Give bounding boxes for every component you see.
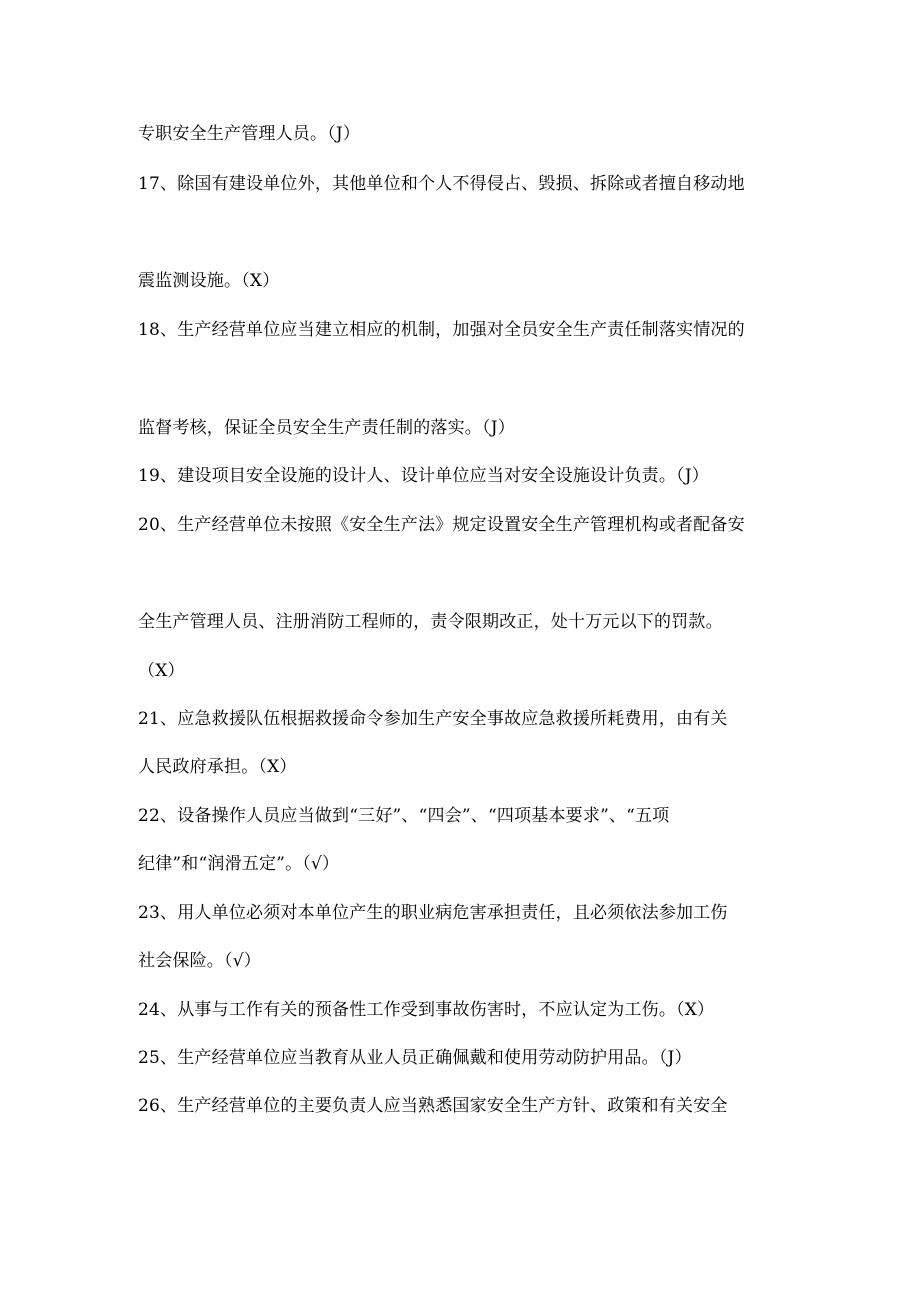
text-line: 17、除国有建设单位外，其他单位和个人不得侵占、毁损、拆除或者擅自移动地 (138, 174, 745, 194)
text-line: 23、用人单位必须对本单位产生的职业病危害承担责任，且必须依法参加工伤 (138, 903, 728, 923)
text-line: 21、应急救援队伍根据救援命令参加生产安全事故应急救援所耗费用，由有关 (138, 709, 728, 729)
text-line: （X） (138, 661, 185, 681)
text-line: 18、生产经营单位应当建立相应的机制，加强对全员安全生产责任制落实情况的 (138, 320, 745, 340)
text-line: 20、生产经营单位未按照《安全生产法》规定设置安全生产管理机构或者配备安 (138, 515, 745, 535)
text-line: 19、建设项目安全设施的设计人、设计单位应当对安全设施设计负责。（J） (138, 466, 709, 486)
text-line: 25、生产经营单位应当教育从业人员正确佩戴和使用劳动防护用品。（J） (138, 1048, 692, 1068)
text-line: 纪律”和“润滑五定”。（√） (138, 854, 340, 874)
text-line: 全生产管理人员、注册消防工程师的，责令限期改正，处十万元以下的罚款。 (138, 612, 723, 632)
text-line: 22、设备操作人员应当做到“三好”、“四会”、“四项基本要求”、“五项 (138, 806, 670, 826)
text-line: 社会保险。（√） (138, 951, 261, 971)
text-line: 监督考核，保证全员安全生产责任制的落实。（J） (138, 418, 515, 438)
text-line: 专职安全生产管理人员。（J） (138, 124, 361, 144)
text-line: 24、从事与工作有关的预备性工作受到事故伤害时，不应认定为工伤。（X） (138, 1000, 715, 1020)
text-line: 人民政府承担。（X） (138, 757, 297, 777)
text-line: 26、生产经营单位的主要负责人应当熟悉国家安全生产方针、政策和有关安全 (138, 1096, 728, 1116)
text-line: 震监测设施。（X） (138, 271, 280, 291)
